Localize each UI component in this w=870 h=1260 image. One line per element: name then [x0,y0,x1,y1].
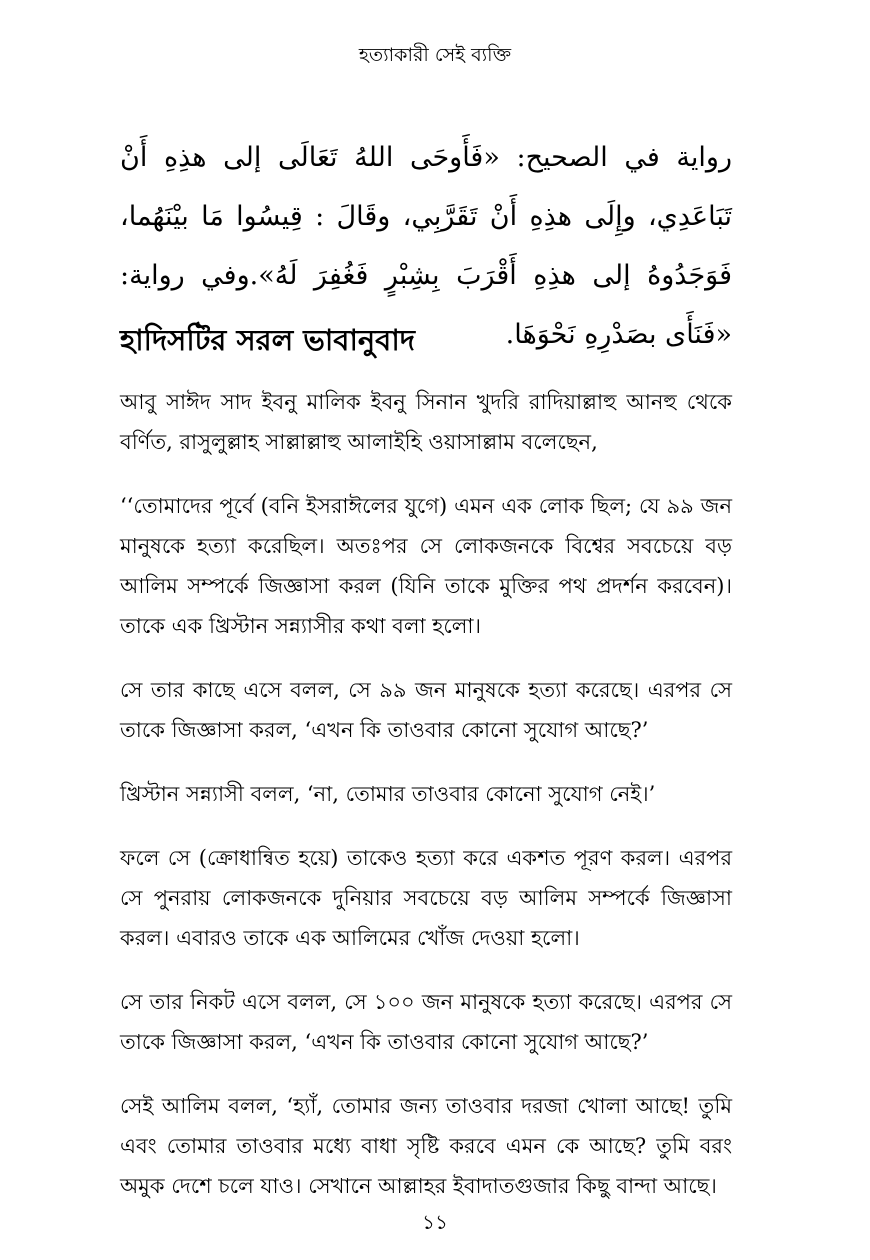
paragraph: ফলে সে (ক্রোধান্বিত হয়ে) তাকেও হত্যা করে একশত পূরণ করল। এরপর সে পুনরায় লোকজনকে দুনিয়ার সবচেয়ে বড় আলিম সম্পর্কে জিজ্ঞাসা করল। এবারও তাকে এক আলিমের খোঁজ দেওয়া হলো। [120,846,732,950]
paragraph: আবু সাঈদ সাদ ইবনু মালিক ইবনু সিনান খুদরি রাদিয়াল্লাহু আনহু থেকে বর্ণিত, রাসুলুল্লাহ সাল্লাল্লাহু আলাইহি ওয়াসাল্লাম বলেছেন, [120,390,732,454]
paragraph: ‘‘তোমাদের পূর্বে (বনি ইসরাঈলের যুগে) এমন এক লোক ছিল; যে ৯৯ জন মানুষকে হত্যা করেছিল। অতঃপর সে লোকজনকে বিশ্বের সবচেয়ে বড় আলিম সম্পর্কে জিজ্ঞাসা করল (যিনি তাকে মুক্তির পথ প্রদর্শন করবেন)। তাকে এক খ্রিস্টান সন্ন্যাসীর কথা বলা হলো। [120,494,732,638]
paragraph: সে তার কাছে এসে বলল, সে ৯৯ জন মানুষকে হত্যা করেছে। এরপর সে তাকে জিজ্ঞাসা করল, ‘এখন কি তাওবার কোনো সুযোগ আছে?’ [120,678,732,742]
translation-body [120,382,732,1230]
paragraph: সেই আলিম বলল, ‘হ্যাঁ, তোমার জন্য তাওবার দরজা খোলা আছে! তুমি এবং তোমার তাওবার মধ্যে বাধা সৃষ্টি করবে এমন কে আছে? তুমি বরং অমুক দেশে চলে যাও। সেখানে আল্লাহর ইবাদাতগুজার কিছু বান্দা আছে। [120,1094,732,1198]
running-head: হত্যাকারী সেই ব্যক্তি [358,44,512,66]
paragraph: খ্রিস্টান সন্ন্যাসী বলল, ‘না, তোমার তাওবার কোনো সুযোগ নেই।’ [120,782,656,806]
arabic-hadith-text: رواية في الصحيح: «فَأَوحَى اللهُ تَعَالَى إلى هذِهِ أَنْ تَبَاعَدِي، وإِلَى هذِهِ أَنْ تَقَرَّبِي، وقَالَ : قِيسُوا مَا بيْنَهُما، فَوَجَدُوهُ إلى هذِهِ أَقْرَبَ بِشِبْرٍ فَغُفِرَ لَهُ».وفي رواية: «فَنَأَى بصَدْرِهِ نَحْوَهَا. [120,142,732,350]
section-heading: হাদিসটির সরল ভাবানুবাদ [120,323,415,357]
paragraph: সে তার নিকট এসে বলল, সে ১০০ জন মানুষকে হত্যা করেছে। এরপর সে তাকে জিজ্ঞাসা করল, ‘এখন কি তাওবার কোনো সুযোগ আছে?’ [120,990,732,1054]
page-number: ১১ [422,1210,448,1234]
